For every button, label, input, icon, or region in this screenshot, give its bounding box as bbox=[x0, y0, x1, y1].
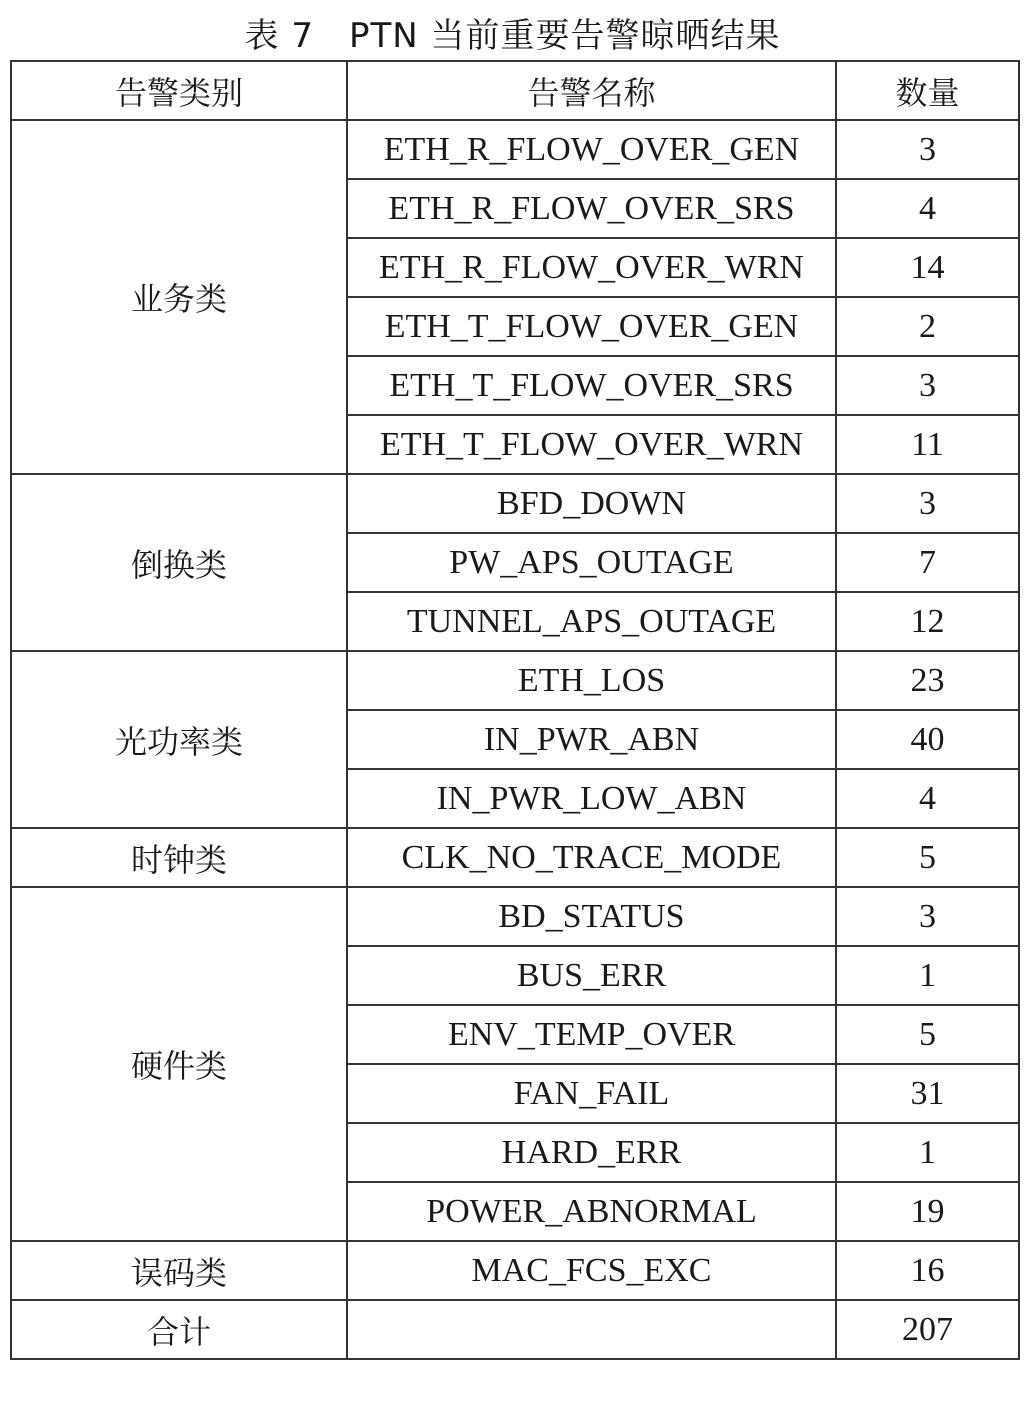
alarm-count-cell: 16 bbox=[836, 1241, 1019, 1300]
table-row bbox=[11, 828, 1019, 887]
category-cell: 误码类 bbox=[11, 1241, 347, 1300]
alarm-count-cell: 4 bbox=[836, 769, 1019, 828]
alarm-name-cell: IN_PWR_LOW_ABN bbox=[347, 769, 836, 828]
category-cell: 业务类 bbox=[11, 120, 347, 474]
alarm-name-cell: ETH_R_FLOW_OVER_GEN bbox=[347, 120, 836, 179]
alarm-count-cell: 4 bbox=[836, 179, 1019, 238]
header-count: 数量 bbox=[836, 61, 1019, 120]
alarm-count-cell: 3 bbox=[836, 120, 1019, 179]
table-row bbox=[11, 474, 1019, 533]
alarm-count-cell: 31 bbox=[836, 1064, 1019, 1123]
table-row bbox=[11, 887, 1019, 946]
alarm-name-cell: BUS_ERR bbox=[347, 946, 836, 1005]
category-cell: 光功率类 bbox=[11, 651, 347, 828]
alarm-name-cell: ETH_LOS bbox=[347, 651, 836, 710]
category-cell: 硬件类 bbox=[11, 887, 347, 1241]
alarm-count-cell: 3 bbox=[836, 356, 1019, 415]
table-row bbox=[11, 120, 1019, 179]
table-row bbox=[11, 1241, 1019, 1300]
total-count: 207 bbox=[836, 1300, 1019, 1359]
alarm-name-cell: FAN_FAIL bbox=[347, 1064, 836, 1123]
alarm-count-cell: 40 bbox=[836, 710, 1019, 769]
alarm-name-cell: MAC_FCS_EXC bbox=[347, 1241, 836, 1300]
alarm-table bbox=[10, 60, 1020, 1360]
alarm-count-cell: 23 bbox=[836, 651, 1019, 710]
alarm-count-cell: 3 bbox=[836, 887, 1019, 946]
alarm-name-cell: ETH_R_FLOW_OVER_SRS bbox=[347, 179, 836, 238]
alarm-count-cell: 2 bbox=[836, 297, 1019, 356]
alarm-count-cell: 11 bbox=[836, 415, 1019, 474]
alarm-count-cell: 7 bbox=[836, 533, 1019, 592]
alarm-name-cell: POWER_ABNORMAL bbox=[347, 1182, 836, 1241]
alarm-count-cell: 5 bbox=[836, 828, 1019, 887]
alarm-name-cell: CLK_NO_TRACE_MODE bbox=[347, 828, 836, 887]
alarm-count-cell: 14 bbox=[836, 238, 1019, 297]
total-name-cell bbox=[347, 1300, 836, 1359]
alarm-count-cell: 5 bbox=[836, 1005, 1019, 1064]
alarm-name-cell: ETH_T_FLOW_OVER_GEN bbox=[347, 297, 836, 356]
alarm-name-cell: ETH_T_FLOW_OVER_WRN bbox=[347, 415, 836, 474]
alarm-name-cell: BD_STATUS bbox=[347, 887, 836, 946]
alarm-name-cell: ETH_T_FLOW_OVER_SRS bbox=[347, 356, 836, 415]
alarm-count-cell: 12 bbox=[836, 592, 1019, 651]
alarm-count-cell: 3 bbox=[836, 474, 1019, 533]
alarm-name-cell: IN_PWR_ABN bbox=[347, 710, 836, 769]
table-title: 表 7 PTN 当前重要告警晾晒结果 bbox=[244, 16, 781, 56]
alarm-name-cell: PW_APS_OUTAGE bbox=[347, 533, 836, 592]
category-cell: 时钟类 bbox=[11, 828, 347, 887]
header-category: 告警类别 bbox=[11, 61, 347, 120]
alarm-count-cell: 19 bbox=[836, 1182, 1019, 1241]
alarm-name-cell: BFD_DOWN bbox=[347, 474, 836, 533]
alarm-name-cell: ETH_R_FLOW_OVER_WRN bbox=[347, 238, 836, 297]
alarm-name-cell: HARD_ERR bbox=[347, 1123, 836, 1182]
alarm-table-body bbox=[11, 61, 1019, 1359]
header-row bbox=[11, 61, 1019, 120]
total-label: 合计 bbox=[11, 1300, 347, 1359]
alarm-count-cell: 1 bbox=[836, 1123, 1019, 1182]
table-row bbox=[11, 651, 1019, 710]
category-cell: 倒换类 bbox=[11, 474, 347, 651]
total-row bbox=[11, 1300, 1019, 1359]
alarm-name-cell: TUNNEL_APS_OUTAGE bbox=[347, 592, 836, 651]
alarm-count-cell: 1 bbox=[836, 946, 1019, 1005]
alarm-name-cell: ENV_TEMP_OVER bbox=[347, 1005, 836, 1064]
header-name: 告警名称 bbox=[347, 61, 836, 120]
